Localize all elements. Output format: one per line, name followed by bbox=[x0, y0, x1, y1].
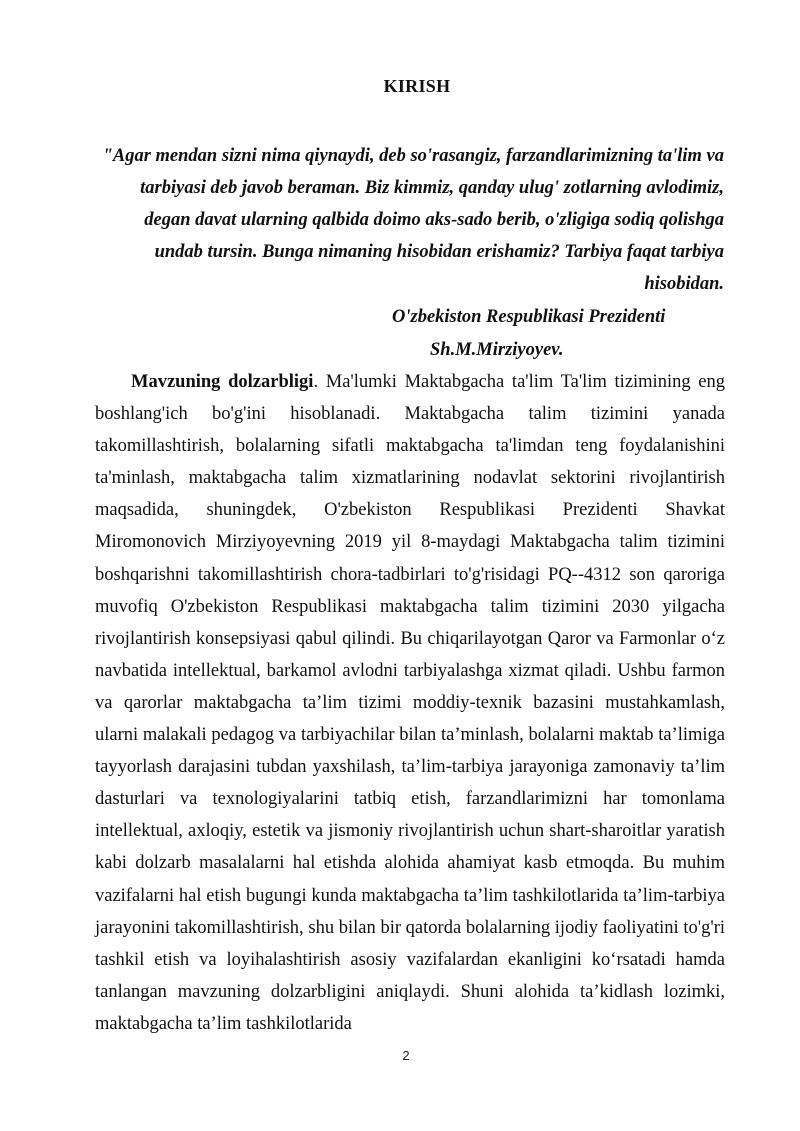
paragraph-lead: Mavzuning dolzarbligi bbox=[131, 372, 314, 392]
epigraph-quote: "Agar mendan sizni nima qiynaydi, deb so'rasangiz, farzandlarimizning ta'lim va tarbiyasi deb javob beraman. Biz kimmiz, qanday ulug' zotlarning avlodimiz, degan davat ularning qalbida doimo aks-sado berib, o'zligiga sodiq qolishga undab tursin. Bunga nimaning hisobidan erishamiz? Tarbiya faqat tarbiya hisobidan. bbox=[102, 146, 724, 294]
attribution-title: O'zbekiston Respublikasi Prezidenti bbox=[392, 307, 666, 327]
paragraph-text: . Ma'lumki Maktabgacha ta'lim Ta'lim tizimining eng boshlang'ich bo'g'ini hisoblanadi. Maktabgacha talim tizimini yanada takomillashtirish, bolalarning sifatli maktabgacha ta'limdan teng foydalanishini ta'minlash, maktabgacha talim xizmatlarining nodavlat sektorini rivojlantirish maqsadida, shuningdek, O'zbekiston Respublikasi Prezidenti Shavkat Miromonovich Mirziyoyevning 2019 yil 8-maydagi Maktabgacha talim tizimini boshqarishni takomillashtirish chora-tadbirlari to'g'risidagi PQ--4312 son qaroriga muvofiq O'zbekiston Respublikasi maktabgacha talim tizimini 2030 yilgacha rivojlantirish konsepsiyasi qabul qilindi. Bu chiqarilayotgan Qaror va Farmonlar o‘z navbatida intellektual, barkamol avlodni tarbiyalashga xizmat qiladi. Ushbu farmon va qarorlar maktabgacha ta’lim tizimi moddiy-texnik bazasini mustahkamlash, ularni malakali pedagog va tarbiyachilar bilan ta’minlash, bolalarni maktab ta’limiga tayyorlash darajasini tubdan yaxshilash, ta’lim-tarbiya jarayoniga zamonaviy ta’lim dasturlari va texnologiyalarini tatbiq etish, farzandlarimizni har tomonlama intellektual, axloqiy, estetik va jismoniy rivojlantirish uchun shart-sharoitlar yaratish kabi dolzarb masalalarni hal etishda alohida ahamiyat kasb etmoqda. Bu muhim vazifalarni hal etish bugungi kunda maktabgacha ta’lim tashkilotlarida ta’lim-tarbiya jarayonini takomillashtirish, shu bilan bir qatorda bolalarning ijodiy faoliyatini to'g'ri tashkil etish va loyihalashtirish asosiy vazifalardan ekanligini ko‘rsatadi hamda tanlangan mavzuning dolzarbligini aniqlaydi. Shuni alohida ta’kidlash lozimki, maktabgacha ta’lim tashkilotlarida bbox=[95, 372, 725, 1034]
page-title: KIRISH bbox=[383, 76, 451, 96]
attribution-name: Sh.M.Mirziyoyev. bbox=[430, 340, 564, 360]
body-paragraph bbox=[95, 366, 725, 1040]
page-number: 2 bbox=[402, 1048, 410, 1063]
